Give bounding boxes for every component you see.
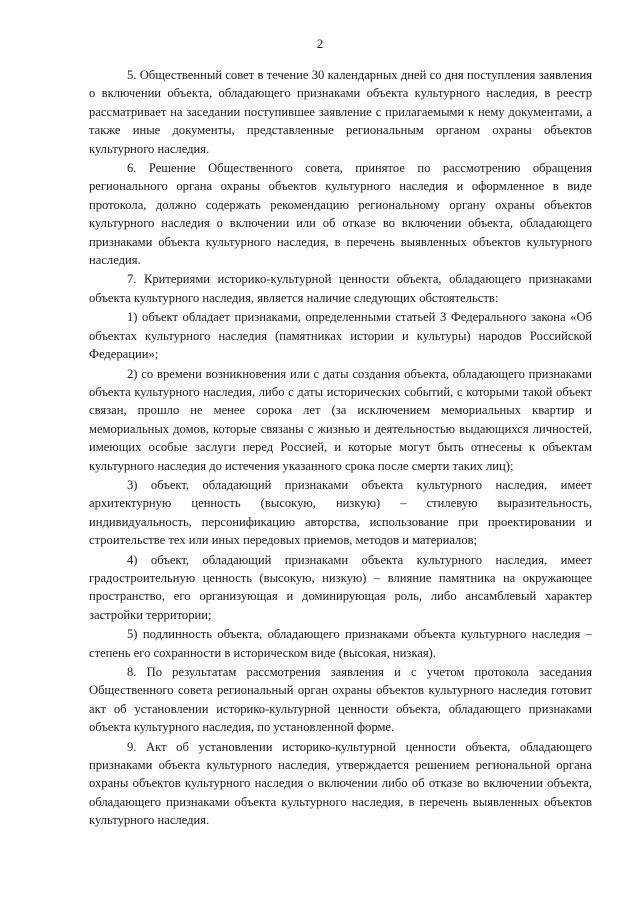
paragraph-6: 6. Решение Общественного совета, принятое по рассмотрению обращения регионального органа охраны объектов культурного наследия и оформленное в виде протокола, должно содержать рекомендацию региональному органу охраны объектов культурного наследия о включении или об отказе во включении объекта, обладающего признаками объекта культурного наследия, в перечень выявленных объектов культурного наследия. [89,161,592,268]
page-number: 2 [316,36,324,51]
paragraph-9: 9. Акт об установлении историко-культурной ценности объекта, обладающего признаками объекта культурного наследия, утверждается решением региональной органа охраны объектов культурного наследия о включении либо об отказе во включении объекта, обладающего признаками объекта культурного наследия, в перечень выявленных объектов культурного наследия. [89,739,592,828]
criterion-5: 5) подлинность объекта, обладающего признаками объекта культурного наследия – степень его сохранности в историческом виде (высокая, низкая). [89,627,592,660]
criterion-2: 2) со времени возникновения или с даты создания объекта, обладающего признаками объекта культурного наследия, либо с даты исторических событий, с которыми такой объект связан, прошло не менее сорока лет (за исключением мемориальных квартир и мемориальных домов, которые связаны с жизнью и деятельностью выдающихся личностей, имеющих особые заслуги перед Россией, и которые могут быть отнесены к объектам культурного наследия до истечения указанного срока после смерти таких лиц); [89,366,592,473]
criterion-1: 1) объект обладает признаками, определенными статьей 3 Федерального закона «Об объектах культурного наследия (памятниках истории и культуры) народов Российской Федерации»; [89,310,592,362]
criterion-3: 3) объект, обладающий признаками объекта культурного наследия, имеет архитектурную ценность (высокую, низкую) – стилевую выразительность, индивидуальность, персонификацию авторства, использование при проектировании и строительстве тех или иных передовых приемов, методов и материалов; [89,477,592,548]
paragraph-8: 8. По результатам рассмотрения заявления и с учетом протокола заседания Общественного совета региональный орган охраны объектов культурного наследия готовит акт об установлении историко-культурной ценности объекта, обладающего признаками объекта культурного наследия, по установленной форме. [89,665,592,735]
paragraph-5: 5. Общественный совет в течение 30 календарных дней со дня поступления заявления о включении объекта, обладающего признаками объекта культурного наследия, в реестр рассматривает на заседании поступившее заявление с прилагаемыми к нему документами, а также иные документы, представленные региональным органом охраны объектов культурного наследия. [89,68,592,156]
paragraph-7: 7. Критериями историко-культурной ценности объекта, обладающего признаками объекта культурного наследия, является наличие следующих обстоятельств: [89,272,592,305]
criterion-4: 4) объект, обладающий признаками объекта культурного наследия, имеет градостроительную ценность (высокую, низкую) – влияние памятника на окружающее пространство, его организующая и доминирующая роль, либо ансамблевый характер застройки территории; [89,552,592,622]
document-body [89,66,592,831]
